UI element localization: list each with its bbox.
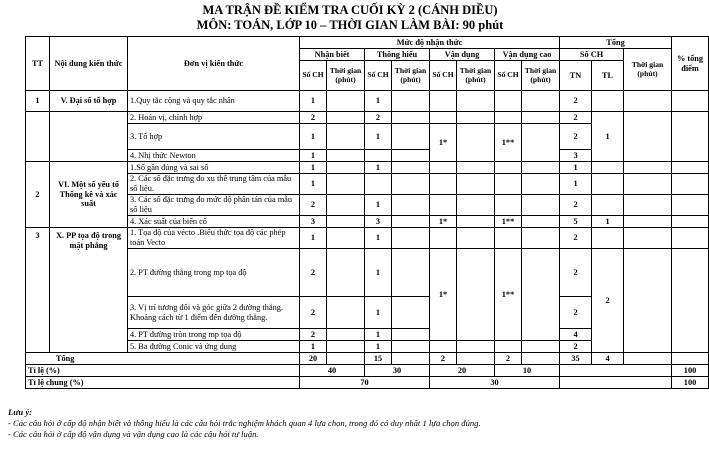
tl-count: 2 bbox=[592, 249, 624, 353]
nb-count: 1 bbox=[300, 162, 327, 174]
nb-count: 1 bbox=[300, 341, 327, 353]
tn-count: 3 bbox=[560, 150, 592, 162]
header-thoi-gian: Thời gian (phút) bbox=[327, 61, 365, 91]
unit-name: 3. Các số đặc trưng đo mức độ phân tán của mẫu số liệu bbox=[128, 195, 300, 216]
header-tn: TN bbox=[560, 61, 592, 91]
tl-count: 1 bbox=[592, 112, 624, 162]
th-count: 1 bbox=[365, 341, 392, 353]
header-so-ch: Số CH bbox=[430, 61, 457, 91]
total-th: 15 bbox=[365, 353, 392, 365]
unit-name: 3. Tổ hợp bbox=[128, 124, 300, 150]
unit-name: 1.Quy tắc cộng và quy tắc nhân bbox=[128, 91, 300, 112]
header-row bbox=[26, 37, 709, 49]
table-row bbox=[26, 91, 709, 112]
header-noi-dung: Nội dung kiến thức bbox=[50, 37, 128, 91]
unit-name: 1.Số gần đúng và sai số bbox=[128, 162, 300, 174]
tl-count: 1 bbox=[592, 216, 624, 228]
unit-name: 2. Các số đặc trưng đo xu thế trung tâm của mẫu số liệu. bbox=[128, 174, 300, 195]
total-vdc: 2 bbox=[495, 353, 522, 365]
table-row bbox=[26, 174, 709, 195]
header-thoi-gian: Thời gian (phút) bbox=[392, 61, 430, 91]
topic-name: X. PP tọa độ trong mặt phẳng bbox=[50, 228, 128, 353]
unit-name: 2. Hoán vị, chỉnh hợp bbox=[128, 112, 300, 124]
total-tn: 35 bbox=[560, 353, 592, 365]
vdc-count: 1** bbox=[495, 249, 522, 341]
table-row bbox=[26, 228, 709, 249]
th-count: 1 bbox=[365, 249, 392, 297]
vd-count: 1* bbox=[430, 124, 457, 162]
tn-count: 2 bbox=[560, 341, 592, 353]
table-row bbox=[26, 249, 709, 297]
th-count: 1 bbox=[365, 162, 392, 174]
notes-label: Lưu ý: bbox=[8, 407, 33, 417]
nb-count: 1 bbox=[300, 150, 327, 162]
topic-tt: 2 bbox=[26, 162, 50, 228]
topic-name: V. Đại số tổ hợp bbox=[50, 91, 128, 112]
unit-name: 3. Vị trí tương đối và góc giữa 2 đường thẳng. Khoảng cách từ 1 điểm đến đường thẳng. bbox=[128, 297, 300, 329]
notes-line: - Các câu hỏi ở cấp độ nhận biết và thông hiểu là các câu hỏi trắc nghiệm khách quan 4 lựa chọn, trong đó có duy nhất 1 lựa chọn đúng. bbox=[8, 418, 481, 428]
tn-count: 2 bbox=[560, 228, 592, 249]
tn-count: 2 bbox=[560, 195, 592, 216]
table-row bbox=[26, 162, 709, 174]
total-label: Tổng bbox=[26, 353, 300, 365]
total-nb: 20 bbox=[300, 353, 327, 365]
nb-count: 1 bbox=[300, 228, 327, 249]
unit-name: 4. Xác suất của biến cố bbox=[128, 216, 300, 228]
table-row bbox=[26, 216, 709, 228]
header-tt: TT bbox=[26, 37, 50, 91]
table-row bbox=[26, 112, 709, 124]
header-so-ch: Số CH bbox=[365, 61, 392, 91]
total-row bbox=[26, 353, 709, 365]
tn-count: 1 bbox=[560, 162, 592, 174]
notes bbox=[8, 407, 698, 440]
nb-count: 1 bbox=[300, 174, 327, 195]
th-count: 2 bbox=[365, 112, 392, 124]
header-so-ch: Số CH bbox=[495, 61, 522, 91]
ratio-th: 30 bbox=[365, 365, 430, 377]
header-don-vi: Đơn vị kiến thức bbox=[128, 37, 300, 91]
header-muc-do: Mức độ nhận thức bbox=[300, 37, 560, 49]
header-thong-hieu: Thông hiểu bbox=[365, 49, 430, 61]
document-subtitle: MÔN: TOÁN, LỚP 10 – THỜI GIAN LÀM BÀI: 90 phút bbox=[196, 18, 504, 32]
overall-ratio-label: Tỉ lệ chung (%) bbox=[26, 377, 300, 389]
tn-count: 2 bbox=[560, 124, 592, 150]
nb-count: 1 bbox=[300, 124, 327, 150]
th-count bbox=[365, 150, 392, 162]
nb-count: 3 bbox=[300, 216, 327, 228]
th-count: 1 bbox=[365, 329, 392, 341]
unit-name: 5. Ba đường Conic và ứng dung bbox=[128, 341, 300, 353]
th-count: 3 bbox=[365, 216, 392, 228]
unit-name: 1. Tọa độ của vécto .Biểu thức tọa độ các phép toán Vecto bbox=[128, 228, 300, 249]
nb-count: 2 bbox=[300, 249, 327, 297]
tn-count: 2 bbox=[560, 112, 592, 124]
header-nhan-biet: Nhận biết bbox=[300, 49, 365, 61]
header-tong: Tổng bbox=[560, 37, 672, 49]
ratio-total: 100 bbox=[672, 365, 709, 377]
header-so-ch-group: Số CH bbox=[560, 49, 624, 61]
ratio-nb: 40 bbox=[300, 365, 365, 377]
th-count: 1 bbox=[365, 91, 392, 112]
nb-count: 2 bbox=[300, 297, 327, 329]
topic-tt: 3 bbox=[26, 228, 50, 353]
nb-count: 2 bbox=[300, 195, 327, 216]
overall-ratio-total: 100 bbox=[672, 377, 709, 389]
th-count: 1 bbox=[365, 195, 392, 216]
vdc-count: 1** bbox=[495, 216, 522, 228]
nb-count: 2 bbox=[300, 329, 327, 341]
header-tl: TL bbox=[592, 61, 624, 91]
ratio-label: Tỉ lệ (%) bbox=[26, 365, 300, 377]
header-pct-tong-diem: % tổng điểm bbox=[672, 37, 709, 91]
th-count: 1 bbox=[365, 228, 392, 249]
overall-ratio-apply: 30 bbox=[430, 377, 560, 389]
unit-name: 4. Nhị thức Newton bbox=[128, 150, 300, 162]
overall-ratio-row bbox=[26, 377, 709, 389]
topic-name: VI. Một số yếu tố Thống kê và xác suất bbox=[50, 162, 128, 228]
tn-count: 2 bbox=[560, 249, 592, 297]
nb-count: 1 bbox=[300, 91, 327, 112]
th-count: 1 bbox=[365, 297, 392, 329]
unit-name: 2. PT đường thẳng trong mp tọa độ bbox=[128, 249, 300, 297]
th-count: 1 bbox=[365, 124, 392, 150]
header-thoi-gian: Thời gian (phút) bbox=[522, 61, 560, 91]
header-van-dung: Vận dụng bbox=[430, 49, 495, 61]
exam-matrix-table bbox=[25, 36, 709, 389]
unit-name: 4. PT đường tròn trong mp tọa độ bbox=[128, 329, 300, 341]
total-tl: 4 bbox=[592, 353, 624, 365]
total-vd: 2 bbox=[430, 353, 457, 365]
ratio-row bbox=[26, 365, 709, 377]
topic-tt: 1 bbox=[26, 91, 50, 112]
overall-ratio-recall: 70 bbox=[300, 377, 430, 389]
notes-line: - Các câu hỏi ở cấp độ vận dụng và vận dụng cao là các câu hỏi tự luận. bbox=[8, 429, 259, 439]
vdc-count: 1** bbox=[495, 124, 522, 162]
ratio-vd: 20 bbox=[430, 365, 495, 377]
ratio-vdc: 10 bbox=[495, 365, 560, 377]
header-thoi-gian: Thời gian (phút) bbox=[457, 61, 495, 91]
tn-count: 1 bbox=[560, 174, 592, 195]
header-thoi-gian-total: Thời gian (phút) bbox=[624, 49, 672, 91]
vd-count: 1* bbox=[430, 216, 457, 228]
tn-count: 2 bbox=[560, 91, 592, 112]
tn-count: 5 bbox=[560, 216, 592, 228]
tn-count: 4 bbox=[560, 329, 592, 341]
header-so-ch: Số CH bbox=[300, 61, 327, 91]
document-title: MA TRẬN ĐỀ KIỂM TRA CUỐI KỲ 2 (CÁNH DIỀU) bbox=[202, 3, 498, 17]
table-row bbox=[26, 195, 709, 216]
vd-count: 1* bbox=[430, 249, 457, 341]
nb-count: 2 bbox=[300, 112, 327, 124]
header-van-dung-cao: Vận dụng cao bbox=[495, 49, 560, 61]
tn-count: 2 bbox=[560, 297, 592, 329]
th-count bbox=[365, 174, 392, 195]
